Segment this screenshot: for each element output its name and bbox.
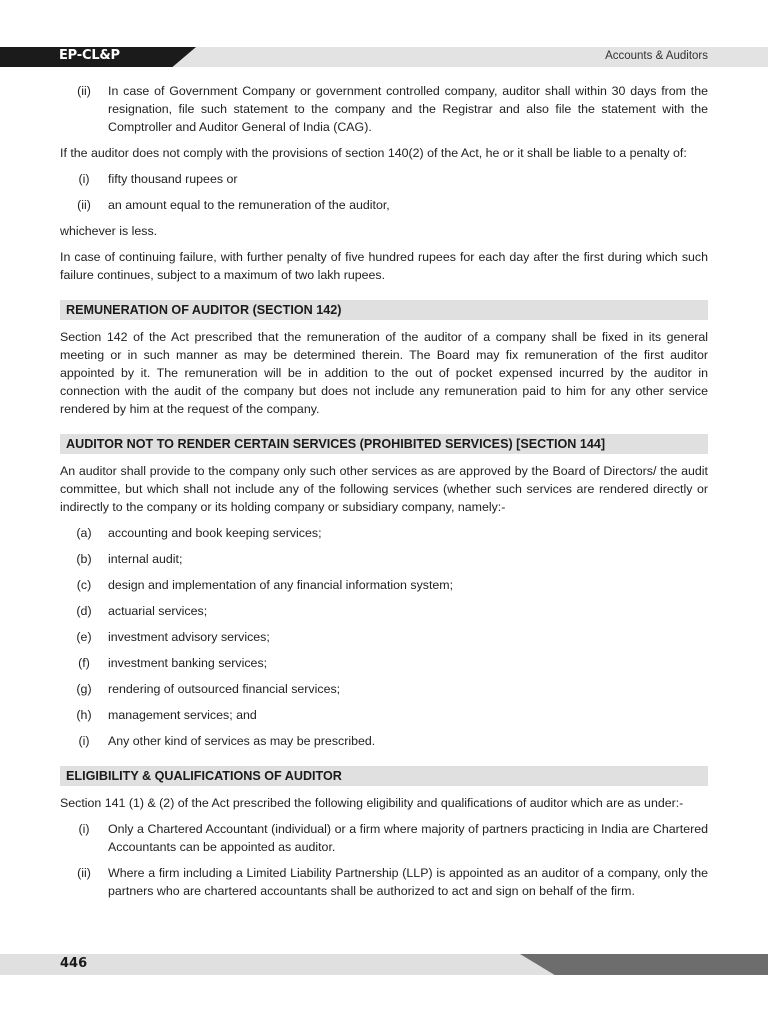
list-item-text: Any other kind of services as may be prescribed. — [108, 734, 376, 748]
list-item — [60, 576, 708, 594]
list-item-text: actuarial services; — [108, 604, 208, 618]
list-item-text: design and implementation of any financial information system; — [108, 578, 454, 592]
list-item-number: (f) — [78, 656, 90, 670]
list-item-text: rendering of outsourced financial services; — [108, 682, 341, 696]
list-item-text: an amount equal to the remuneration of the auditor, — [108, 198, 390, 212]
list-item — [60, 82, 708, 136]
list-item-number: (a) — [76, 526, 92, 540]
list-item-number: (ii) — [77, 866, 91, 880]
section-heading: REMUNERATION OF AUDITOR (SECTION 142) — [60, 300, 708, 320]
section-heading: ELIGIBILITY & QUALIFICATIONS OF AUDITOR — [60, 766, 708, 786]
list-item-number: (i) — [78, 822, 90, 836]
list-item-number: (ii) — [77, 198, 91, 212]
list-item-text: investment advisory services; — [108, 630, 270, 644]
list-item-text: fifty thousand rupees or — [108, 172, 238, 186]
paragraph: Section 141 (1) & (2) of the Act prescribed the following eligibility and qualifications of auditor which are as under:- — [60, 796, 684, 810]
list-item — [60, 706, 708, 724]
list-item-number: (i) — [78, 172, 90, 186]
list-item — [60, 196, 708, 214]
section-heading: AUDITOR NOT TO RENDER CERTAIN SERVICES (PROHIBITED SERVICES) [SECTION 144] — [60, 434, 708, 454]
list-item — [60, 680, 708, 698]
list-item-number: (i) — [78, 734, 90, 748]
paragraph: If the auditor does not comply with the provisions of section 140(2) of the Act, he or it shall be liable to a penalty of: — [60, 146, 687, 160]
list-item — [60, 654, 708, 672]
list-item-text: accounting and book keeping services; — [108, 526, 322, 540]
footer-accent-shape — [520, 954, 768, 975]
list-item-text: internal audit; — [108, 552, 183, 566]
list-item-text: Only a Chartered Accountant (individual) or a firm where majority of partners practicing in India are Chartered Accountants can be appointed as auditor. — [108, 822, 708, 854]
page-header — [0, 47, 768, 67]
list-item-number: (ii) — [77, 84, 91, 98]
paragraph: An auditor shall provide to the company only such other services as are approved by the Board of Directors/ the audit committee, but which shall not include any of the following services (whether such services are rendered directly or indirectly to the company or its holding company or subsidiary company, namely:- — [60, 464, 708, 514]
list-item-number: (h) — [76, 708, 92, 722]
list-item-number: (b) — [76, 552, 92, 566]
page-footer — [0, 954, 768, 975]
page-number: 446 — [60, 956, 88, 971]
list-item — [60, 170, 708, 188]
list-item — [60, 628, 708, 646]
list-item-text: In case of Government Company or government controlled company, auditor shall within 30 days from the resignation, file such statement to the company and the Registrar and also file the statement with the Comptroller and Auditor General of India (CAG). — [108, 84, 708, 134]
paragraph: Section 142 of the Act prescribed that the remuneration of the auditor of a company shall be fixed in its general meeting or in such manner as may be determined therein. The Board may fix remuneration of the first auditor appointed by it. The remuneration will be in addition to the out of pocket expensed incurred by the auditor in connection with the audit of the company but does not include any remuneration paid to him for any other service rendered by him at the request of the company. — [60, 330, 708, 416]
list-item — [60, 602, 708, 620]
list-item-number: (d) — [76, 604, 92, 618]
list-item-number: (c) — [76, 578, 92, 592]
paragraph: whichever is less. — [60, 224, 158, 238]
list-item-number: (g) — [76, 682, 92, 696]
header-course-code: EP-CL&P — [59, 48, 120, 63]
list-item — [60, 524, 708, 542]
paragraph: In case of continuing failure, with further penalty of five hundred rupees for each day after the first during which such failure continues, subject to a maximum of two lakh rupees. — [60, 250, 708, 282]
list-item — [60, 820, 708, 856]
header-chapter-title: Accounts & Auditors — [605, 50, 708, 62]
list-item — [60, 550, 708, 568]
page-content — [60, 82, 708, 908]
list-item-text: Where a firm including a Limited Liability Partnership (LLP) is appointed as an auditor of a company, only the partners who are chartered accountants shall be authorized to act and sign on behalf of the firm. — [108, 866, 708, 898]
list-item — [60, 864, 708, 900]
list-item-text: management services; and — [108, 708, 257, 722]
list-item-number: (e) — [76, 630, 92, 644]
list-item-text: investment banking services; — [108, 656, 268, 670]
list-item — [60, 732, 708, 750]
